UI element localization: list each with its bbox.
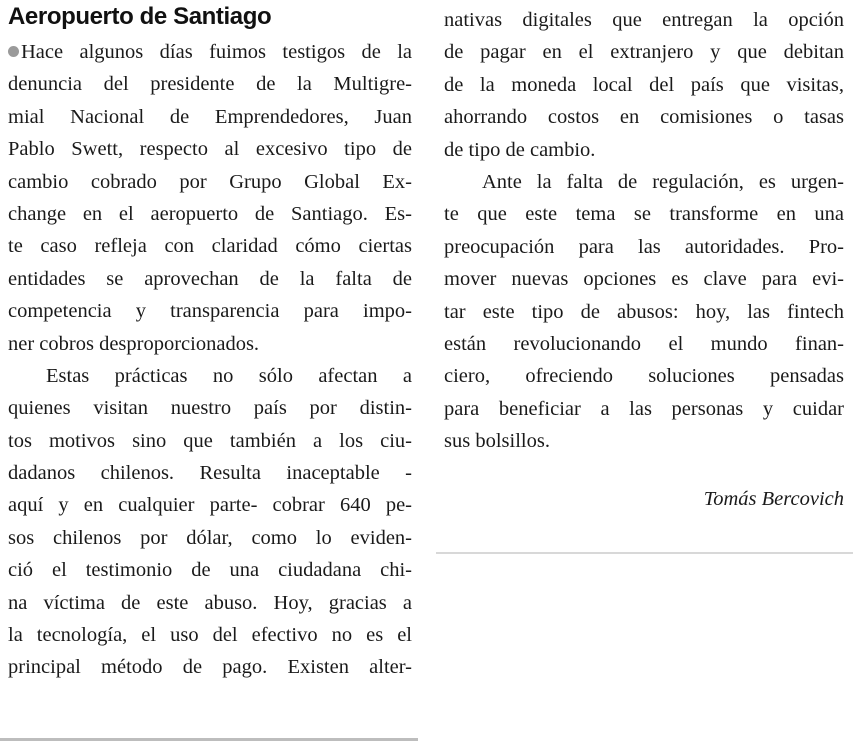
- text-line: [8, 36, 412, 68]
- text-line: change en el aeropuerto de Santiago. Es-: [8, 202, 412, 225]
- text-line: nativas digitales que entregan la opción: [444, 9, 844, 31]
- text-line: entidades se aprovechan de la falta de: [8, 267, 412, 290]
- headline: Aeropuerto de Santiago: [8, 3, 272, 30]
- text-line: Ante la falta de regulación, es urgen-: [482, 170, 844, 193]
- text-line: tar este tipo de abusos: hoy, las fintech: [444, 300, 844, 323]
- right-column: [444, 0, 844, 515]
- text-line: Pablo Swett, respecto al excesivo tipo de: [8, 138, 412, 161]
- text-line: principal método de pago. Existen alter-: [8, 656, 412, 679]
- text-line: la tecnología, el uso del efectivo no es el: [8, 624, 412, 647]
- text-line: para beneficiar a las personas y cuidar: [444, 397, 844, 420]
- text-line: tos motivos sino que también a los ciu-: [8, 429, 412, 452]
- text-line: están revolucionando el mundo finan-: [444, 332, 844, 355]
- text-line: ció el testimonio de una ciudadana chi-: [8, 559, 412, 582]
- text-line: preocupación para las autoridades. Pro-: [444, 235, 844, 258]
- bottom-rule: [0, 738, 418, 741]
- column-divider-rule: [436, 552, 853, 554]
- paragraph-2-continued: [444, 4, 844, 166]
- text-line: de pagar en el extranjero y que debitan: [444, 41, 844, 64]
- text-line: ciero, ofreciendo soluciones pensadas: [444, 365, 844, 388]
- text-line: sos chilenos por dólar, como lo eviden-: [8, 526, 412, 549]
- text-line: te que este tema se transforme en una: [444, 203, 844, 226]
- text-line: denuncia del presidente de la Multigre-: [8, 73, 412, 96]
- paragraph-1: [8, 36, 412, 360]
- text-line: dadanos chilenos. Resulta inaceptable -: [8, 462, 412, 485]
- text-line: mial Nacional de Emprendedores, Juan: [8, 105, 412, 128]
- text-line: ahorrando costos en comisiones o tasas: [444, 106, 844, 129]
- text-line: Estas prácticas no sólo afectan a: [46, 364, 412, 387]
- text-line: de la moneda local del país que visitas,: [444, 73, 844, 96]
- paragraph-2: [8, 360, 412, 684]
- text-line: quienes visitan nuestro país por distin-: [8, 397, 412, 420]
- author-signature: Tomás Bercovich: [703, 488, 844, 511]
- text-line: ner cobros desproporcionados.: [8, 332, 260, 355]
- text-line: te caso refleja con claridad cómo ciertas: [8, 235, 412, 258]
- paragraph-3: [444, 166, 844, 458]
- text-line: na víctima de este abuso. Hoy, gracias a: [8, 591, 412, 614]
- text-line: aquí y en cualquier parte- cobrar 640 pe-: [8, 494, 412, 517]
- text-line: competencia y transparencia para impo-: [8, 300, 412, 323]
- bullet-icon: [8, 46, 19, 57]
- text-line: sus bolsillos.: [444, 430, 550, 453]
- text-line: mover nuevas opciones es clave para evi-: [444, 268, 844, 291]
- text-line: cambio cobrado por Grupo Global Ex-: [8, 170, 412, 193]
- text-line-content: Hace algunos días fuimos testigos de la: [21, 41, 412, 63]
- text-line: de tipo de cambio.: [444, 138, 596, 161]
- left-column: [8, 0, 412, 684]
